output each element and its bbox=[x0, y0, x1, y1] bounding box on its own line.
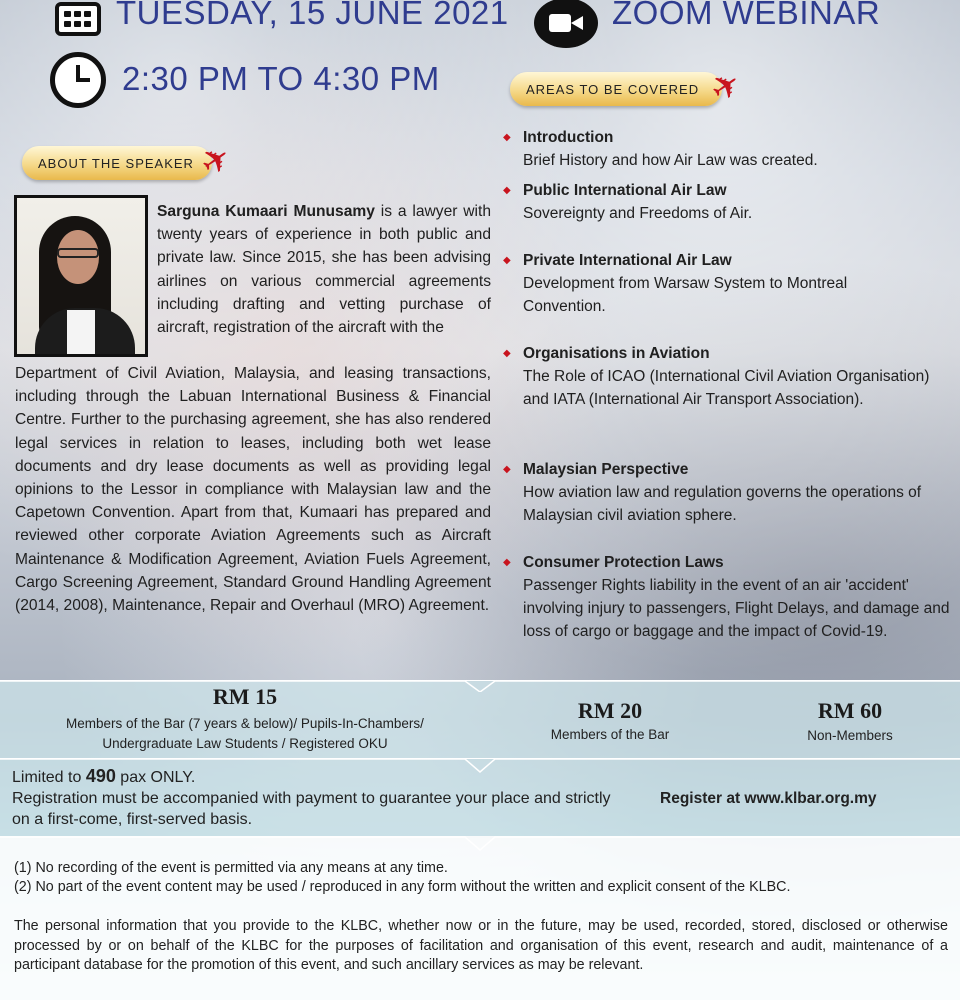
price-tier-3: RM 60 bbox=[817, 698, 883, 723]
privacy-notice: The personal information that you provide to the KLBC, whether now or in the future, may be used, recorded, stored, disclosed or otherwise processed by or on behalf of the KLBC for the purposes of facilitation and organisation of this event, research and audit, maintenance of a participant database for the promotion of this event, and such ancillary services as may be relevant. bbox=[14, 918, 948, 973]
video-camera-icon bbox=[534, 0, 598, 48]
areas-section-label bbox=[510, 72, 722, 106]
event-time: 2:30 PM TO 4:30 PM bbox=[122, 60, 440, 97]
topic-item bbox=[503, 458, 943, 527]
topic-title: ◆ Malaysian Perspective bbox=[503, 458, 943, 481]
legal-line-1: (1) No recording of the event is permitted via any means at any time. bbox=[14, 860, 448, 876]
limit-suffix: pax ONLY. bbox=[115, 769, 196, 786]
band-divider bbox=[0, 672, 960, 692]
topic-item bbox=[503, 126, 943, 172]
topic-desc: The Role of ICAO (International Civil Aviation Organisation) and IATA (International Air Transport Association). bbox=[523, 368, 930, 408]
speaker-bio-lead bbox=[157, 200, 491, 339]
price-tier-2: RM 20 bbox=[577, 698, 643, 723]
topic-title: ◆ Public International Air Law bbox=[503, 179, 943, 202]
topic-desc: Development from Warsaw System to Montreal Convention. bbox=[523, 275, 848, 315]
price-tier-1-desc: Members of the Bar (7 years & below)/ Pupils-In-Chambers/ Undergraduate Law Students / Registered OKU bbox=[66, 716, 424, 751]
legal-line-2: (2) No part of the event content may be used / reproduced in any form without the written and explicit consent of the KLBC. bbox=[14, 879, 791, 895]
areas-label-text: AREAS TO BE COVERED bbox=[526, 81, 700, 97]
event-platform: ZOOM WEBINAR bbox=[612, 0, 881, 31]
band-divider bbox=[0, 828, 960, 852]
topic-item bbox=[503, 179, 943, 225]
topic-desc: Sovereignty and Freedoms of Air. bbox=[523, 205, 753, 222]
speaker-bio-rest: Department of Civil Aviation, Malaysia, and leasing transactions, including through the Labuan International Business & Financial Centre. Further to the purchasing agreement, she has also rendered legal services in relation to leases, including both wet lease documents and dry lease documents as well as providing legal opinions to the Lessor in compliance with Malaysian law and the Capetown Convention. Apart from that, Kumaari has prepared and reviewed other corporate Aviation Agreements such as Aircraft Maintenance & Modification Agreement, Aviation Fuels Agreement, Cargo Screening Agreement, Standard Ground Handling Agreement (2014, 2008), Maintenance, Repair and Overhaul (MRO) Agreement. bbox=[15, 365, 491, 615]
topic-item bbox=[503, 249, 943, 318]
register-link[interactable]: Register at www.klbar.org.my bbox=[660, 790, 877, 807]
topic-desc: Passenger Rights liability in the event of an air 'accident' involving injury to passengers, Flight Delays, and damage and loss of cargo or baggage and the impact of Covid-19. bbox=[523, 577, 950, 640]
price-tier-2-desc: Members of the Bar bbox=[550, 727, 670, 742]
speaker-label-text: ABOUT THE SPEAKER bbox=[38, 155, 194, 171]
speaker-name: Sarguna Kumaari Munusamy bbox=[157, 203, 375, 220]
topic-desc: How aviation law and regulation governs the operations of Malaysian civil aviation sphere. bbox=[523, 484, 922, 524]
topic-title: ◆ Consumer Protection Laws bbox=[503, 551, 943, 574]
limit-count: 490 bbox=[85, 766, 116, 786]
clock-icon bbox=[50, 52, 106, 108]
limit-prefix: Limited to bbox=[12, 769, 86, 786]
topic-desc: Brief History and how Air Law was created. bbox=[523, 152, 818, 169]
registration-note: Registration must be accompanied with payment to guarantee your place and strictly on a first-come, first-served basis. bbox=[12, 790, 611, 828]
speaker-photo bbox=[14, 195, 148, 357]
speaker-bio-lead-text: is a lawyer with twenty years of experience in both public and private law. Since 2015, she has been advising airlines on various commercial agreements including drafting and vetting purchase of aircraft, registration of the aircraft with the bbox=[157, 203, 491, 337]
speaker-section-label bbox=[22, 146, 212, 180]
topic-title: ◆ Organisations in Aviation bbox=[503, 342, 943, 365]
topic-item bbox=[503, 342, 943, 411]
price-tier-3-desc: Non-Members bbox=[807, 728, 893, 743]
topic-item bbox=[503, 551, 950, 643]
airplane-icon: ✈ bbox=[703, 63, 749, 111]
topic-title: ◆ Introduction bbox=[503, 126, 943, 149]
airplane-icon: ✈ bbox=[193, 137, 239, 185]
event-date: TUESDAY, 15 JUNE 2021 bbox=[116, 0, 509, 31]
registration-limit bbox=[12, 766, 195, 788]
price-tier-1: RM 15 bbox=[212, 684, 278, 709]
topic-title: ◆ Private International Air Law bbox=[503, 249, 943, 272]
calendar-icon bbox=[55, 2, 101, 36]
